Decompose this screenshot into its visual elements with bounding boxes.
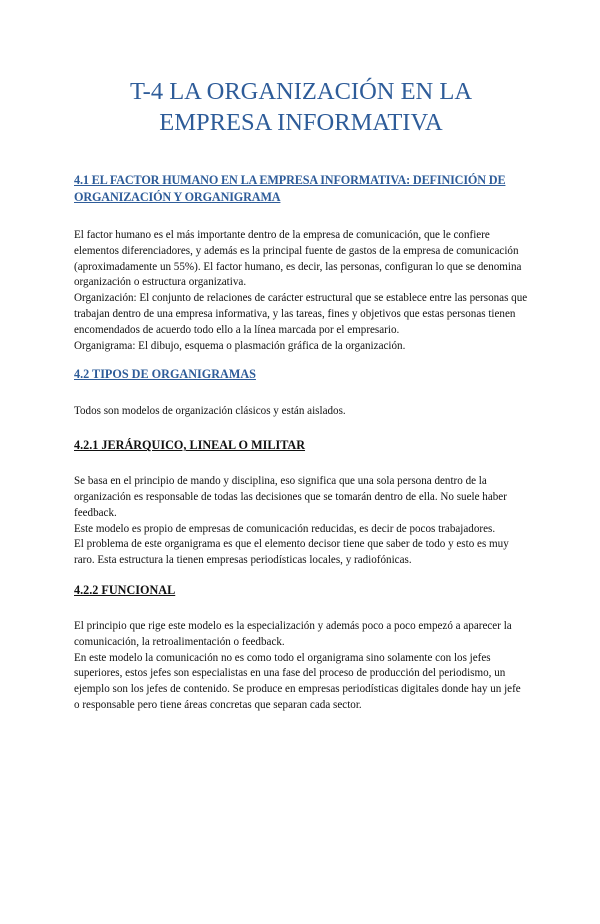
paragraph-funcional-principio: El principio que rige este modelo es la especialización y además poco a poco empezó a aparecer la comunicación, la retroalimentación o feedback. bbox=[74, 619, 512, 648]
paragraph-factor-humano: El factor humano es el más importante dentro de la empresa de comunicación, que le confiere elementos diferenciadores, y además es la principal fuente de gastos de la empresa de comunicación (aproximadamente un 55%). El factor humano, es decir, las personas, configuran lo que se denomina organización o estructura organizativa. bbox=[74, 229, 522, 289]
paragraph-organigrama: Organigrama: El dibujo, esquema o plasmación gráfica de la organización. bbox=[74, 339, 406, 352]
paragraph-jerarquico-principio: Se basa en el principio de mando y disciplina, eso significa que una sola persona dentro de la organización es responsable de todas las decisiones que se tomarán dentro de ella. No suele haber feedback. bbox=[74, 475, 507, 519]
paragraph-jerarquico-empresas: Este modelo es propio de empresas de comunicación reducidas, es decir de pocos trabajadores. bbox=[74, 522, 496, 535]
page-title: T-4 LA ORGANIZACIÓN EN LA EMPRESA INFORMATIVA bbox=[129, 78, 473, 136]
paragraph-funcional-comunicacion: En este modelo la comunicación no es como todo el organigrama sino solamente con los jefes superiores, estos jefes son especialistas en una fase del proceso de producción del periodismo, un ejemplo son los jefes de contenido. Se produce en empresas periodísticas digitales donde hay un jefe o responsable pero tiene áreas concretas que separan cada sector. bbox=[74, 651, 521, 711]
section-heading-4-2: 4.2 TIPOS DE ORGANIGRAMAS bbox=[74, 367, 256, 382]
paragraph-organizacion: Organización: El conjunto de relaciones de carácter estructural que se establece entre las personas que trabajan dentro de una empresa informativa, y las tareas, fines y objetivos que estas personas tienen encomendados de acuerdo todo ello a la línea marcada por el empresario. bbox=[74, 292, 528, 336]
section-heading-4-2-1: 4.2.1 JERÁRQUICO, LINEAL O MILITAR bbox=[74, 438, 306, 453]
section-heading-4-1: 4.1 EL FACTOR HUMANO EN LA EMPRESA INFORMATIVA: DEFINICIÓN DE ORGANIZACIÓN Y ORGANIGRAMA bbox=[74, 173, 506, 204]
paragraph-jerarquico-problema: El problema de este organigrama es que el elemento decisor tiene que saber de todo y esto es muy raro. Esta estructura la tienen empresas periodísticas locales, y radiofónicas. bbox=[74, 538, 509, 567]
section-heading-4-2-2: 4.2.2 FUNCIONAL bbox=[74, 582, 176, 597]
paragraph-modelos: Todos son modelos de organización clásicos y están aislados. bbox=[74, 405, 346, 418]
document-page bbox=[0, 76, 600, 924]
